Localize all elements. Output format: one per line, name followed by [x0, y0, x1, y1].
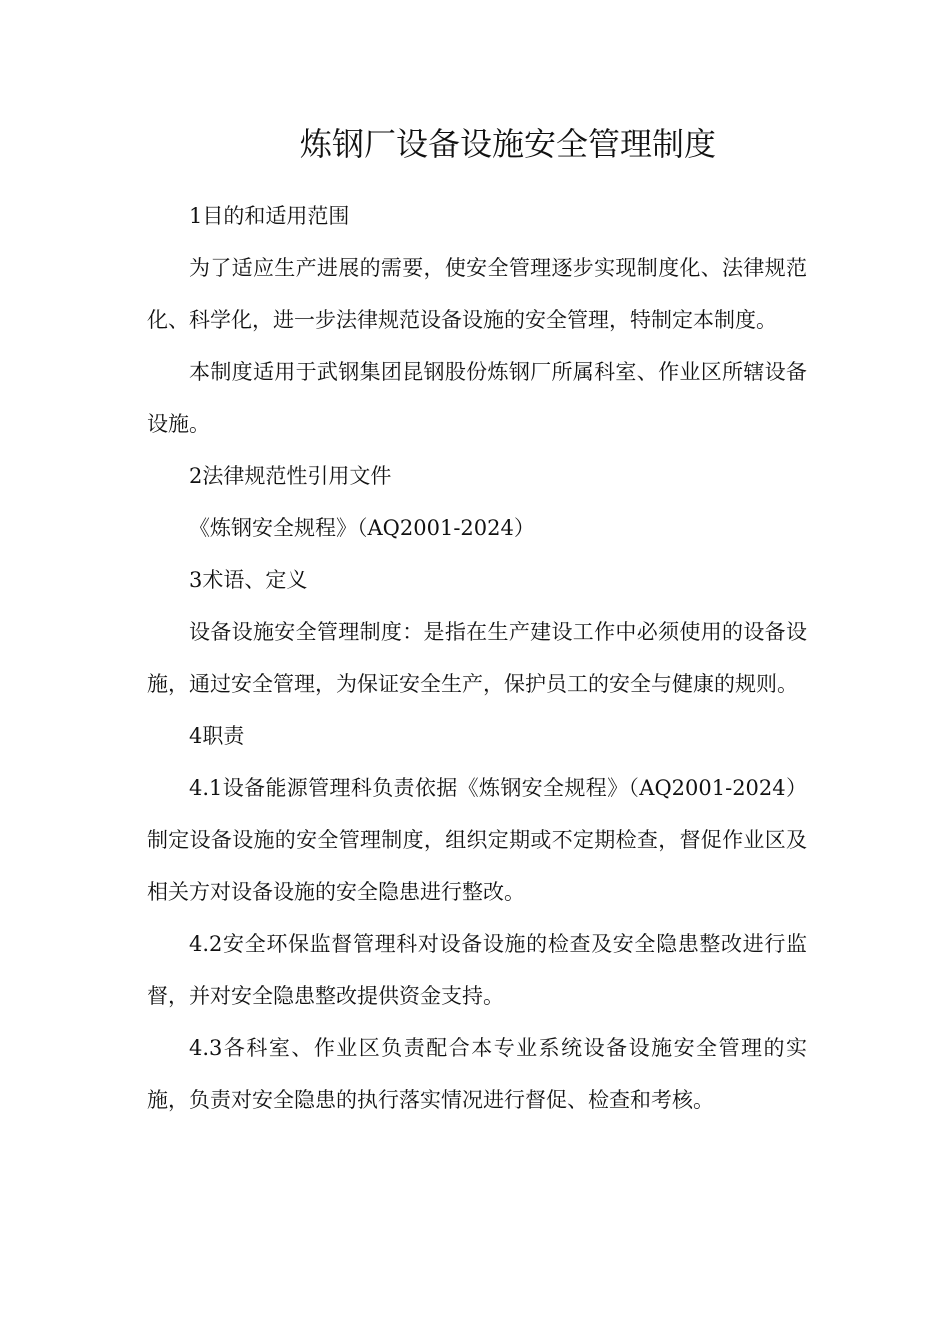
document-body [147, 190, 807, 1126]
paragraph-duty-4-3: 4.3各科室、作业区负责配合本专业系统设备设施安全管理的实施，负责对安全隐患的执行落实情况进行督促、检查和考核。 [147, 1036, 807, 1112]
paragraph-duty-4-1: 4.1设备能源管理科负责依据《炼钢安全规程》（AQ2001-2024）制定设备设施的安全管理制度，组织定期或不定期检查，督促作业区及相关方对设备设施的安全隐患进行整改。 [147, 776, 807, 904]
paragraph-purpose: 为了适应生产进展的需要，使安全管理逐步实现制度化、法律规范化、科学化，进一步法律规范设备设施的安全管理，特制定本制度。 [147, 256, 807, 332]
section-heading-4: 4职责 [189, 724, 245, 748]
section-heading-2: 2法律规范性引用文件 [189, 464, 392, 488]
paragraph-definition: 设备设施安全管理制度：是指在生产建设工作中必须使用的设备设施，通过安全管理，为保证安全生产，保护员工的安全与健康的规则。 [147, 620, 807, 696]
section-heading-1: 1目的和适用范围 [189, 204, 350, 228]
paragraph-reference: 《炼钢安全规程》（AQ2001-2024） [189, 516, 535, 540]
paragraph-duty-4-2: 4.2安全环保监督管理科对设备设施的检查及安全隐患整改进行监督，并对安全隐患整改提供资金支持。 [147, 932, 807, 1008]
section-heading-3: 3术语、定义 [189, 568, 308, 592]
paragraph-scope: 本制度适用于武钢集团昆钢股份炼钢厂所属科室、作业区所辖设备设施。 [147, 360, 807, 436]
document-title: 炼钢厂设备设施安全管理制度 [299, 125, 716, 163]
